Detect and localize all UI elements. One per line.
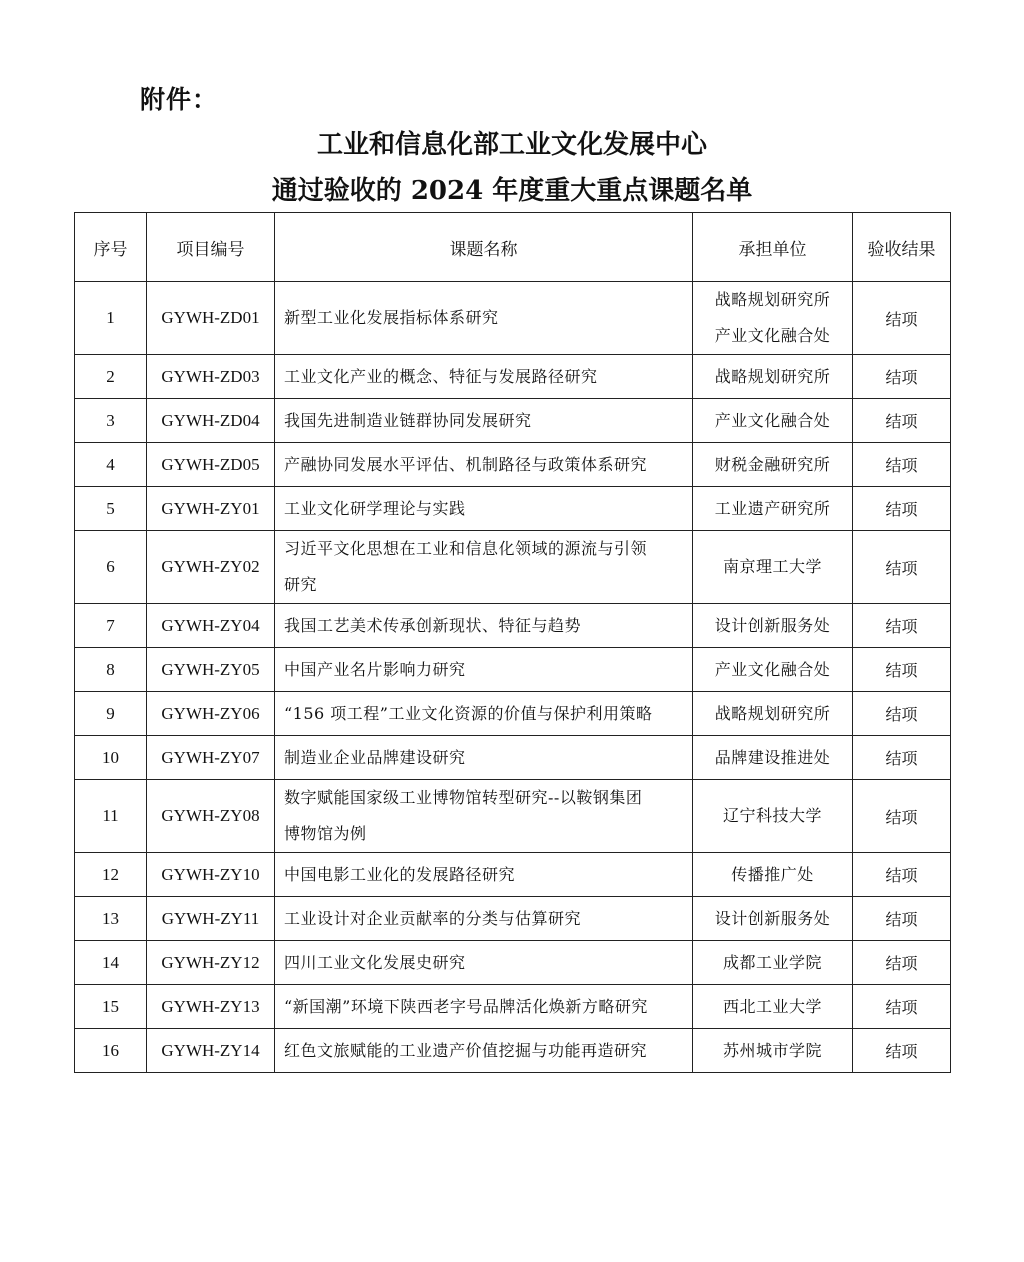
project-name-line: 工业设计对企业贡献率的分类与估算研究: [284, 908, 582, 928]
table-row: [75, 736, 951, 780]
header-result: 验收结果: [853, 213, 951, 282]
header-unit: 承担单位: [693, 213, 853, 282]
project-name-line: 产融协同发展水平评估、机制路径与政策体系研究: [284, 454, 648, 474]
project-name-line: 博物馆为例: [284, 824, 367, 843]
row-code: GYWH-ZY07: [147, 736, 275, 780]
row-result: 结项: [853, 399, 951, 443]
row-code: GYWH-ZY04: [147, 604, 275, 648]
project-name-line: 中国电影工业化的发展路径研究: [284, 864, 516, 884]
unit-line: 财税金融研究所: [714, 454, 831, 474]
row-unit: [693, 531, 853, 604]
row-code: GYWH-ZY10: [147, 853, 275, 897]
unit-line: 南京理工大学: [722, 557, 822, 576]
table-row: [75, 399, 951, 443]
row-seq: 7: [75, 604, 147, 648]
row-result: 结项: [853, 282, 951, 355]
project-name-line: 工业文化产业的概念、特征与发展路径研究: [284, 366, 598, 386]
project-name-line: 新型工业化发展指标体系研究: [284, 308, 499, 327]
document-title-line2: 通过验收的 2024 年度重大重点课题名单: [271, 176, 753, 206]
row-project-name: [275, 282, 693, 355]
row-unit: [693, 941, 853, 985]
row-seq: 3: [75, 399, 147, 443]
row-result: 结项: [853, 531, 951, 604]
row-unit: [693, 443, 853, 487]
table-row: [75, 780, 951, 853]
unit-line: 工业遗产研究所: [714, 498, 831, 518]
unit-line: 传播推广处: [731, 864, 814, 884]
project-name-line: 数字赋能国家级工业博物馆转型研究--以鞍钢集团: [284, 788, 643, 807]
row-code: GYWH-ZY02: [147, 531, 275, 604]
row-unit: [693, 604, 853, 648]
header-code: 项目编号: [147, 213, 275, 282]
unit-line: 战略规划研究所: [714, 703, 831, 723]
row-project-name: [275, 853, 693, 897]
document-title-line1: 工业和信息化部工业文化发展中心: [316, 130, 707, 160]
row-code: GYWH-ZY12: [147, 941, 275, 985]
project-name-line: 我国工艺美术传承创新现状、特征与趋势: [284, 615, 582, 635]
project-name-line: 研究: [284, 575, 318, 594]
row-project-name: [275, 399, 693, 443]
row-code: GYWH-ZD05: [147, 443, 275, 487]
row-result: 结项: [853, 941, 951, 985]
project-name-line: “156 项工程”工业文化资源的价值与保护利用策略: [284, 703, 653, 723]
row-seq: 9: [75, 692, 147, 736]
project-name-line: 制造业企业品牌建设研究: [284, 747, 466, 767]
table-header-row: [75, 213, 951, 282]
row-result: 结项: [853, 604, 951, 648]
row-unit: [693, 897, 853, 941]
table-row: [75, 355, 951, 399]
row-result: 结项: [853, 897, 951, 941]
row-seq: 4: [75, 443, 147, 487]
row-result: 结项: [853, 487, 951, 531]
unit-line: 产业文化融合处: [714, 659, 831, 679]
project-name-line: “新国潮”环境下陕西老字号品牌活化焕新方略研究: [284, 996, 648, 1016]
row-seq: 5: [75, 487, 147, 531]
row-seq: 10: [75, 736, 147, 780]
row-seq: 13: [75, 897, 147, 941]
project-name-line: 我国先进制造业链群协同发展研究: [284, 410, 532, 430]
row-project-name: [275, 985, 693, 1029]
row-code: GYWH-ZD03: [147, 355, 275, 399]
table-row: [75, 531, 951, 604]
row-seq: 16: [75, 1029, 147, 1073]
row-result: 结项: [853, 736, 951, 780]
row-code: GYWH-ZY08: [147, 780, 275, 853]
row-code: GYWH-ZY05: [147, 648, 275, 692]
row-unit: [693, 648, 853, 692]
row-seq: 1: [75, 282, 147, 355]
row-unit: [693, 1029, 853, 1073]
row-project-name: [275, 736, 693, 780]
header-name: 课题名称: [275, 213, 693, 282]
row-code: GYWH-ZD04: [147, 399, 275, 443]
unit-line: 品牌建设推进处: [714, 747, 831, 767]
row-unit: [693, 355, 853, 399]
row-project-name: [275, 941, 693, 985]
row-unit: [693, 692, 853, 736]
row-project-name: [275, 780, 693, 853]
attachment-label: 附件：: [140, 85, 219, 114]
row-seq: 11: [75, 780, 147, 853]
row-project-name: [275, 443, 693, 487]
row-seq: 14: [75, 941, 147, 985]
row-result: 结项: [853, 648, 951, 692]
row-code: GYWH-ZY14: [147, 1029, 275, 1073]
row-code: GYWH-ZY01: [147, 487, 275, 531]
row-project-name: [275, 355, 693, 399]
row-seq: 12: [75, 853, 147, 897]
table-row: [75, 604, 951, 648]
row-code: GYWH-ZY11: [147, 897, 275, 941]
row-project-name: [275, 604, 693, 648]
row-project-name: [275, 531, 693, 604]
row-unit: [693, 487, 853, 531]
row-project-name: [275, 487, 693, 531]
row-code: GYWH-ZY06: [147, 692, 275, 736]
row-seq: 2: [75, 355, 147, 399]
unit-line: 产业文化融合处: [714, 326, 831, 345]
row-project-name: [275, 648, 693, 692]
row-unit: [693, 853, 853, 897]
table-row: [75, 1029, 951, 1073]
unit-line: 苏州城市学院: [722, 1040, 822, 1060]
row-result: 结项: [853, 355, 951, 399]
unit-line: 成都工业学院: [722, 952, 822, 972]
table-row: [75, 487, 951, 531]
row-unit: [693, 736, 853, 780]
row-seq: 8: [75, 648, 147, 692]
unit-line: 战略规划研究所: [714, 290, 831, 309]
row-seq: 15: [75, 985, 147, 1029]
row-result: 结项: [853, 443, 951, 487]
row-result: 结项: [853, 985, 951, 1029]
table-row: [75, 692, 951, 736]
table-row: [75, 941, 951, 985]
row-result: 结项: [853, 780, 951, 853]
project-name-line: 习近平文化思想在工业和信息化领域的源流与引领: [284, 539, 648, 558]
row-unit: [693, 985, 853, 1029]
row-result: 结项: [853, 692, 951, 736]
unit-line: 战略规划研究所: [714, 366, 831, 386]
unit-line: 产业文化融合处: [714, 410, 831, 430]
unit-line: 西北工业大学: [722, 996, 822, 1016]
table-row: [75, 985, 951, 1029]
table-body: [75, 282, 951, 1073]
project-name-line: 红色文旅赋能的工业遗产价值挖掘与功能再造研究: [284, 1040, 648, 1060]
project-name-line: 工业文化研学理论与实践: [284, 498, 466, 518]
row-code: GYWH-ZY13: [147, 985, 275, 1029]
table-row: [75, 853, 951, 897]
row-unit: [693, 780, 853, 853]
row-project-name: [275, 1029, 693, 1073]
table-row: [75, 282, 951, 355]
table-row: [75, 443, 951, 487]
table-row: [75, 648, 951, 692]
row-unit: [693, 399, 853, 443]
row-project-name: [275, 692, 693, 736]
row-unit: [693, 282, 853, 355]
row-result: 结项: [853, 853, 951, 897]
project-name-line: 中国产业名片影响力研究: [284, 659, 466, 679]
row-project-name: [275, 897, 693, 941]
project-list-table: [74, 212, 951, 1073]
unit-line: 设计创新服务处: [714, 908, 831, 928]
header-seq: 序号: [75, 213, 147, 282]
row-result: 结项: [853, 1029, 951, 1073]
project-name-line: 四川工业文化发展史研究: [284, 952, 466, 972]
unit-line: 设计创新服务处: [714, 615, 831, 635]
row-code: GYWH-ZD01: [147, 282, 275, 355]
unit-line: 辽宁科技大学: [722, 806, 822, 825]
table-row: [75, 897, 951, 941]
row-seq: 6: [75, 531, 147, 604]
